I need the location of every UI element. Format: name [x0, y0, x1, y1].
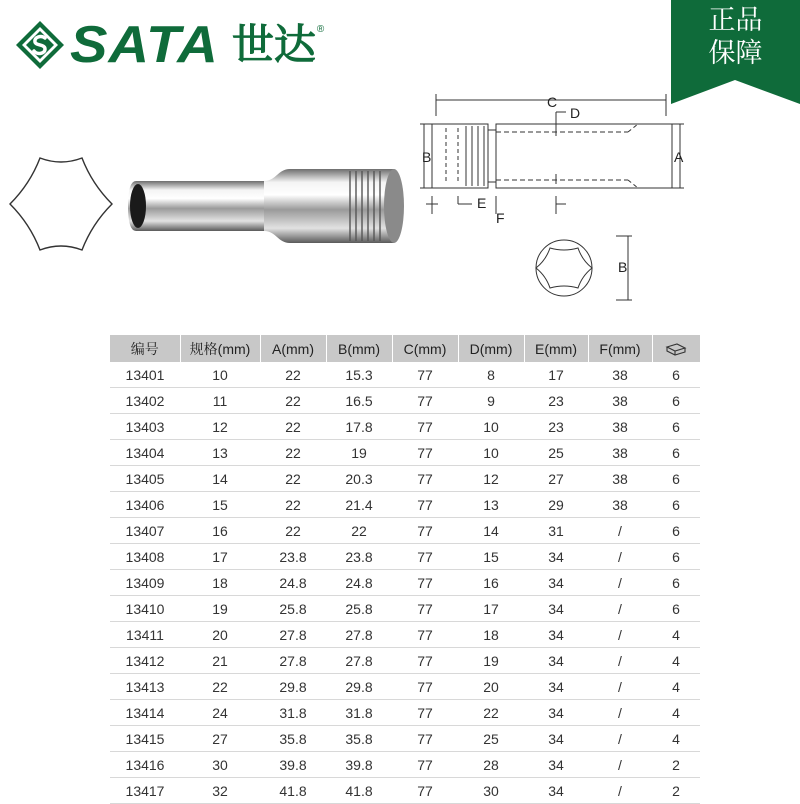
- cell-size: 19: [180, 596, 260, 622]
- cell-d: 15: [458, 544, 524, 570]
- cell-d: 17: [458, 596, 524, 622]
- cell-d: 14: [458, 518, 524, 544]
- cell-b: 27.8: [326, 622, 392, 648]
- dimension-diagram: [416, 92, 696, 304]
- cell-b: 21.4: [326, 492, 392, 518]
- cell-c: 77: [392, 700, 458, 726]
- diagram-label-e: E: [477, 195, 487, 211]
- table-row: [110, 388, 700, 414]
- cell-code: 13407: [110, 518, 180, 544]
- cell-f: /: [588, 752, 652, 778]
- cell-code: 13412: [110, 648, 180, 674]
- col-header-pack: [652, 335, 700, 362]
- table-row: [110, 752, 700, 778]
- cell-pack: 4: [652, 648, 700, 674]
- cell-d: 28: [458, 752, 524, 778]
- cell-code: 13416: [110, 752, 180, 778]
- cell-size: 11: [180, 388, 260, 414]
- cell-b: 27.8: [326, 648, 392, 674]
- table-row: [110, 492, 700, 518]
- cell-c: 77: [392, 544, 458, 570]
- cell-e: 31: [524, 518, 588, 544]
- cell-e: 34: [524, 752, 588, 778]
- table-row: [110, 674, 700, 700]
- table-row: [110, 700, 700, 726]
- cell-b: 20.3: [326, 466, 392, 492]
- col-header-size: 规格(mm): [180, 335, 260, 362]
- cell-code: 13404: [110, 440, 180, 466]
- genuine-guarantee-badge: [671, 0, 800, 104]
- badge-line-1: 正品: [708, 5, 763, 36]
- registered-mark: ®: [316, 24, 325, 35]
- table-row: [110, 596, 700, 622]
- table-row: [110, 518, 700, 544]
- cell-d: 20: [458, 674, 524, 700]
- cell-size: 20: [180, 622, 260, 648]
- cell-d: 13: [458, 492, 524, 518]
- cell-code: 13402: [110, 388, 180, 414]
- cell-d: 19: [458, 648, 524, 674]
- cell-size: 13: [180, 440, 260, 466]
- cell-f: 38: [588, 388, 652, 414]
- cell-size: 22: [180, 674, 260, 700]
- table-row: [110, 648, 700, 674]
- cell-e: 17: [524, 362, 588, 388]
- cell-b: 31.8: [326, 700, 392, 726]
- cell-e: 29: [524, 492, 588, 518]
- cell-e: 34: [524, 700, 588, 726]
- cell-a: 22: [260, 492, 326, 518]
- cell-code: 13406: [110, 492, 180, 518]
- cell-c: 77: [392, 752, 458, 778]
- hex-star-outline-icon: [0, 148, 122, 260]
- cell-a: 39.8: [260, 752, 326, 778]
- cell-d: 30: [458, 778, 524, 804]
- cell-f: 38: [588, 440, 652, 466]
- cell-code: 13410: [110, 596, 180, 622]
- cell-pack: 2: [652, 778, 700, 804]
- cell-d: 22: [458, 700, 524, 726]
- cell-c: 77: [392, 466, 458, 492]
- col-header-f: F(mm): [588, 335, 652, 362]
- cell-size: 32: [180, 778, 260, 804]
- cell-a: 22: [260, 362, 326, 388]
- col-header-c: C(mm): [392, 335, 458, 362]
- cell-a: 27.8: [260, 622, 326, 648]
- cell-f: /: [588, 544, 652, 570]
- cell-size: 30: [180, 752, 260, 778]
- deep-socket-photo: [128, 163, 408, 251]
- cell-f: /: [588, 778, 652, 804]
- spec-table-header: [110, 335, 700, 362]
- cell-a: 31.8: [260, 700, 326, 726]
- cell-pack: 6: [652, 466, 700, 492]
- col-header-b: B(mm): [326, 335, 392, 362]
- table-row: [110, 362, 700, 388]
- cell-d: 12: [458, 466, 524, 492]
- cell-b: 41.8: [326, 778, 392, 804]
- cell-size: 12: [180, 414, 260, 440]
- brand-name: SATA: [70, 16, 219, 74]
- cell-code: 13417: [110, 778, 180, 804]
- cell-size: 18: [180, 570, 260, 596]
- cell-c: 77: [392, 440, 458, 466]
- cell-e: 23: [524, 414, 588, 440]
- cell-d: 16: [458, 570, 524, 596]
- cell-a: 22: [260, 440, 326, 466]
- cell-size: 17: [180, 544, 260, 570]
- cell-e: 34: [524, 596, 588, 622]
- cell-b: 29.8: [326, 674, 392, 700]
- cell-f: /: [588, 648, 652, 674]
- cell-pack: 6: [652, 596, 700, 622]
- cell-b: 22: [326, 518, 392, 544]
- cell-b: 25.8: [326, 596, 392, 622]
- cell-f: 38: [588, 362, 652, 388]
- cell-c: 77: [392, 570, 458, 596]
- cell-d: 25: [458, 726, 524, 752]
- cell-f: /: [588, 674, 652, 700]
- cell-a: 22: [260, 414, 326, 440]
- cell-pack: 4: [652, 674, 700, 700]
- cell-c: 77: [392, 726, 458, 752]
- cell-code: 13413: [110, 674, 180, 700]
- cell-code: 13415: [110, 726, 180, 752]
- cell-a: 24.8: [260, 570, 326, 596]
- cell-a: 35.8: [260, 726, 326, 752]
- cell-e: 34: [524, 648, 588, 674]
- cell-f: 38: [588, 414, 652, 440]
- cell-c: 77: [392, 778, 458, 804]
- cell-c: 77: [392, 596, 458, 622]
- cell-code: 13401: [110, 362, 180, 388]
- cell-code: 13405: [110, 466, 180, 492]
- cell-b: 24.8: [326, 570, 392, 596]
- cell-a: 25.8: [260, 596, 326, 622]
- cell-a: 22: [260, 388, 326, 414]
- cell-a: 22: [260, 466, 326, 492]
- spec-table: [110, 335, 701, 804]
- cell-d: 8: [458, 362, 524, 388]
- cell-f: /: [588, 596, 652, 622]
- cell-code: 13403: [110, 414, 180, 440]
- cell-size: 21: [180, 648, 260, 674]
- diagram-label-b-hex: B: [618, 259, 628, 275]
- cell-pack: 6: [652, 570, 700, 596]
- table-row: [110, 466, 700, 492]
- cell-c: 77: [392, 622, 458, 648]
- cell-pack: 6: [652, 414, 700, 440]
- cell-e: 34: [524, 622, 588, 648]
- col-header-e: E(mm): [524, 335, 588, 362]
- cell-b: 16.5: [326, 388, 392, 414]
- sata-emblem-icon: [14, 19, 66, 71]
- table-row: [110, 544, 700, 570]
- cell-a: 41.8: [260, 778, 326, 804]
- table-row: [110, 570, 700, 596]
- cell-d: 10: [458, 414, 524, 440]
- cell-c: 77: [392, 674, 458, 700]
- cell-code: 13409: [110, 570, 180, 596]
- cell-size: 15: [180, 492, 260, 518]
- col-header-a: A(mm): [260, 335, 326, 362]
- cell-e: 34: [524, 570, 588, 596]
- diagram-label-c: C: [547, 94, 558, 110]
- brand-logo: [14, 16, 325, 74]
- cell-c: 77: [392, 414, 458, 440]
- cell-b: 35.8: [326, 726, 392, 752]
- cell-e: 25: [524, 440, 588, 466]
- cell-a: 29.8: [260, 674, 326, 700]
- cell-d: 10: [458, 440, 524, 466]
- cell-size: 16: [180, 518, 260, 544]
- cell-c: 77: [392, 492, 458, 518]
- cell-a: 27.8: [260, 648, 326, 674]
- cell-pack: 4: [652, 726, 700, 752]
- col-header-d: D(mm): [458, 335, 524, 362]
- cell-c: 77: [392, 518, 458, 544]
- table-row: [110, 414, 700, 440]
- cell-f: /: [588, 518, 652, 544]
- cell-d: 9: [458, 388, 524, 414]
- badge-text: [671, 4, 800, 70]
- cell-a: 23.8: [260, 544, 326, 570]
- cell-pack: 6: [652, 440, 700, 466]
- cell-pack: 6: [652, 388, 700, 414]
- cell-size: 24: [180, 700, 260, 726]
- cell-d: 18: [458, 622, 524, 648]
- cell-pack: 6: [652, 518, 700, 544]
- cell-size: 14: [180, 466, 260, 492]
- cell-c: 77: [392, 362, 458, 388]
- brand-name-cn: 世达: [231, 20, 316, 69]
- badge-line-2: 保障: [708, 38, 763, 69]
- cell-b: 23.8: [326, 544, 392, 570]
- cell-f: 38: [588, 492, 652, 518]
- header-row: [110, 335, 700, 362]
- cell-code: 13408: [110, 544, 180, 570]
- diagram-label-b: B: [422, 149, 432, 165]
- cell-size: 10: [180, 362, 260, 388]
- cell-e: 34: [524, 674, 588, 700]
- cell-c: 77: [392, 388, 458, 414]
- table-row: [110, 440, 700, 466]
- cell-pack: 2: [652, 752, 700, 778]
- cell-b: 39.8: [326, 752, 392, 778]
- col-header-code: 编号: [110, 335, 180, 362]
- diagram-label-f: F: [496, 210, 505, 226]
- cell-size: 27: [180, 726, 260, 752]
- cell-pack: 4: [652, 700, 700, 726]
- cell-c: 77: [392, 648, 458, 674]
- cell-e: 34: [524, 726, 588, 752]
- cell-b: 17.8: [326, 414, 392, 440]
- cell-f: 38: [588, 466, 652, 492]
- diagram-label-d: D: [570, 105, 581, 121]
- cell-code: 13411: [110, 622, 180, 648]
- table-row: [110, 726, 700, 752]
- diagram-label-a: A: [674, 149, 684, 165]
- cell-b: 19: [326, 440, 392, 466]
- cell-f: /: [588, 700, 652, 726]
- cell-pack: 6: [652, 492, 700, 518]
- cell-a: 22: [260, 518, 326, 544]
- cell-e: 34: [524, 778, 588, 804]
- table-row: [110, 622, 700, 648]
- cell-pack: 4: [652, 622, 700, 648]
- cell-pack: 6: [652, 362, 700, 388]
- cell-code: 13414: [110, 700, 180, 726]
- cell-f: /: [588, 726, 652, 752]
- package-stack-icon: [665, 343, 687, 357]
- cell-e: 27: [524, 466, 588, 492]
- cell-f: /: [588, 622, 652, 648]
- cell-f: /: [588, 570, 652, 596]
- spec-table-body: [110, 362, 700, 804]
- cell-pack: 6: [652, 544, 700, 570]
- cell-e: 23: [524, 388, 588, 414]
- cell-b: 15.3: [326, 362, 392, 388]
- cell-e: 34: [524, 544, 588, 570]
